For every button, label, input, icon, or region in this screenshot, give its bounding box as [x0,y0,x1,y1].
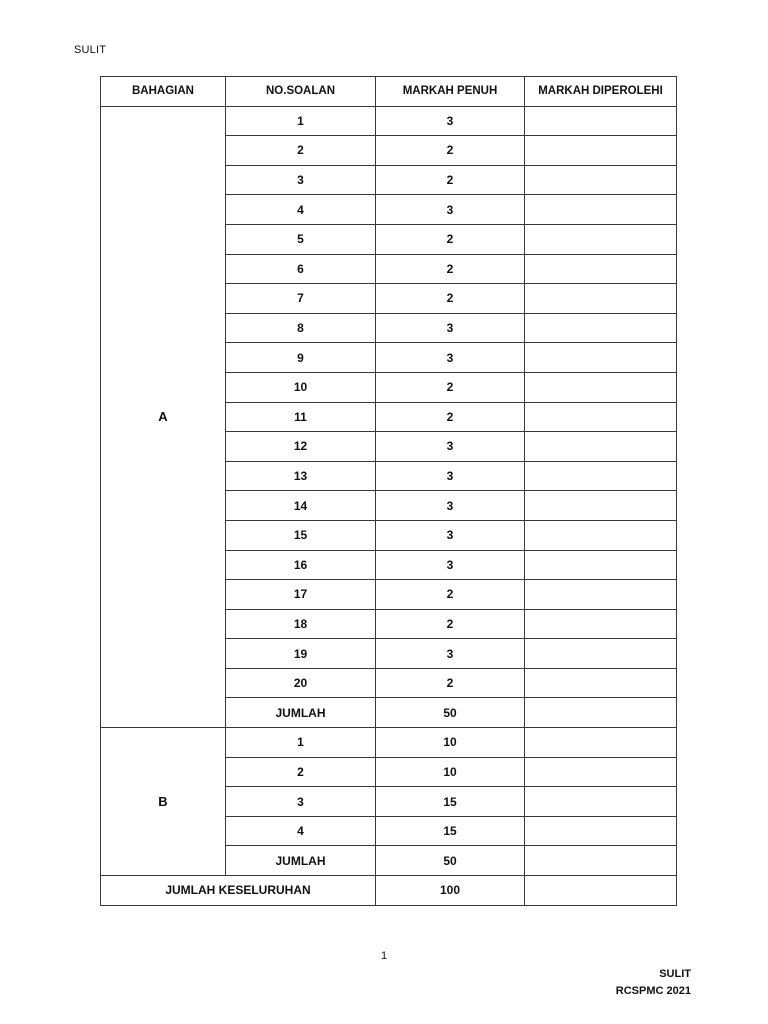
obtained-marks-cell [525,461,677,491]
question-number-cell: 6 [226,254,376,284]
obtained-marks-cell [525,224,677,254]
question-number-cell: 14 [226,491,376,521]
question-number-cell: 11 [226,402,376,432]
obtained-marks-cell [525,846,677,876]
question-number-cell: 15 [226,520,376,550]
full-marks-cell: 3 [376,550,525,580]
column-header-bahagian: BAHAGIAN [101,77,226,107]
column-header-no-soalan: NO.SOALAN [226,77,376,107]
table-header-row [101,77,677,107]
full-marks-cell: 10 [376,728,525,758]
full-marks-cell: 2 [376,136,525,166]
obtained-marks-cell [525,254,677,284]
question-number-cell: 4 [226,816,376,846]
page-number: 1 [380,950,388,962]
full-marks-cell: 3 [376,343,525,373]
full-marks-cell: 3 [376,639,525,669]
obtained-marks-cell [525,106,677,136]
obtained-marks-cell [525,136,677,166]
full-marks-cell: 2 [376,165,525,195]
obtained-marks-cell [525,550,677,580]
obtained-marks-cell [525,284,677,314]
question-number-cell: JUMLAH [226,846,376,876]
full-marks-cell: 3 [376,432,525,462]
obtained-marks-cell [525,609,677,639]
question-number-cell: 18 [226,609,376,639]
footer-block [616,966,691,1000]
question-number-cell: 3 [226,787,376,817]
question-number-cell: 4 [226,195,376,225]
full-marks-cell: 2 [376,254,525,284]
obtained-marks-cell [525,520,677,550]
column-header-markah-diperolehi: MARKAH DIPEROLEHI [525,77,677,107]
obtained-marks-cell [525,195,677,225]
full-marks-cell: 2 [376,402,525,432]
full-marks-cell: 3 [376,520,525,550]
table-row [101,106,677,136]
question-number-cell: 1 [226,728,376,758]
question-number-cell: JUMLAH [226,698,376,728]
table-row [101,728,677,758]
footer-exam-code: RCSPMC 2021 [615,985,691,997]
obtained-marks-cell [525,165,677,195]
question-number-cell: 9 [226,343,376,373]
obtained-marks-cell [525,580,677,610]
footer-sulit-label: SULIT [659,968,691,980]
full-marks-cell: 50 [376,846,525,876]
question-number-cell: 5 [226,224,376,254]
full-marks-cell: 2 [376,580,525,610]
obtained-marks-cell [525,668,677,698]
question-number-cell: 19 [226,639,376,669]
marks-table [100,76,677,906]
header-sulit-label: SULIT [74,44,107,56]
full-marks-cell: 3 [376,461,525,491]
question-number-cell: 13 [226,461,376,491]
question-number-cell: 7 [226,284,376,314]
obtained-marks-cell [525,343,677,373]
obtained-marks-cell [525,313,677,343]
obtained-marks-cell [525,432,677,462]
full-marks-cell: 2 [376,609,525,639]
grand-total-full-marks: 100 [376,876,525,906]
obtained-marks-cell [525,639,677,669]
question-number-cell: 3 [226,165,376,195]
full-marks-cell: 3 [376,195,525,225]
question-number-cell: 2 [226,136,376,166]
obtained-marks-cell [525,372,677,402]
obtained-marks-cell [525,787,677,817]
question-number-cell: 16 [226,550,376,580]
question-number-cell: 8 [226,313,376,343]
question-number-cell: 12 [226,432,376,462]
table-body [101,106,677,905]
full-marks-cell: 50 [376,698,525,728]
full-marks-cell: 2 [376,284,525,314]
obtained-marks-cell [525,728,677,758]
obtained-marks-cell [525,402,677,432]
full-marks-cell: 2 [376,224,525,254]
question-number-cell: 10 [226,372,376,402]
full-marks-cell: 3 [376,313,525,343]
full-marks-cell: 3 [376,106,525,136]
grand-total-label: JUMLAH KESELURUHAN [101,876,376,906]
obtained-marks-cell [525,491,677,521]
full-marks-cell: 15 [376,787,525,817]
full-marks-cell: 10 [376,757,525,787]
question-number-cell: 2 [226,757,376,787]
full-marks-cell: 2 [376,668,525,698]
question-number-cell: 20 [226,668,376,698]
section-label-cell: A [101,106,226,727]
grand-total-obtained [525,876,677,906]
section-label-cell: B [101,728,226,876]
full-marks-cell: 2 [376,372,525,402]
question-number-cell: 1 [226,106,376,136]
obtained-marks-cell [525,816,677,846]
obtained-marks-cell [525,698,677,728]
question-number-cell: 17 [226,580,376,610]
obtained-marks-cell [525,757,677,787]
full-marks-cell: 3 [376,491,525,521]
full-marks-cell: 15 [376,816,525,846]
column-header-markah-penuh: MARKAH PENUH [376,77,525,107]
grand-total-row [101,876,677,906]
